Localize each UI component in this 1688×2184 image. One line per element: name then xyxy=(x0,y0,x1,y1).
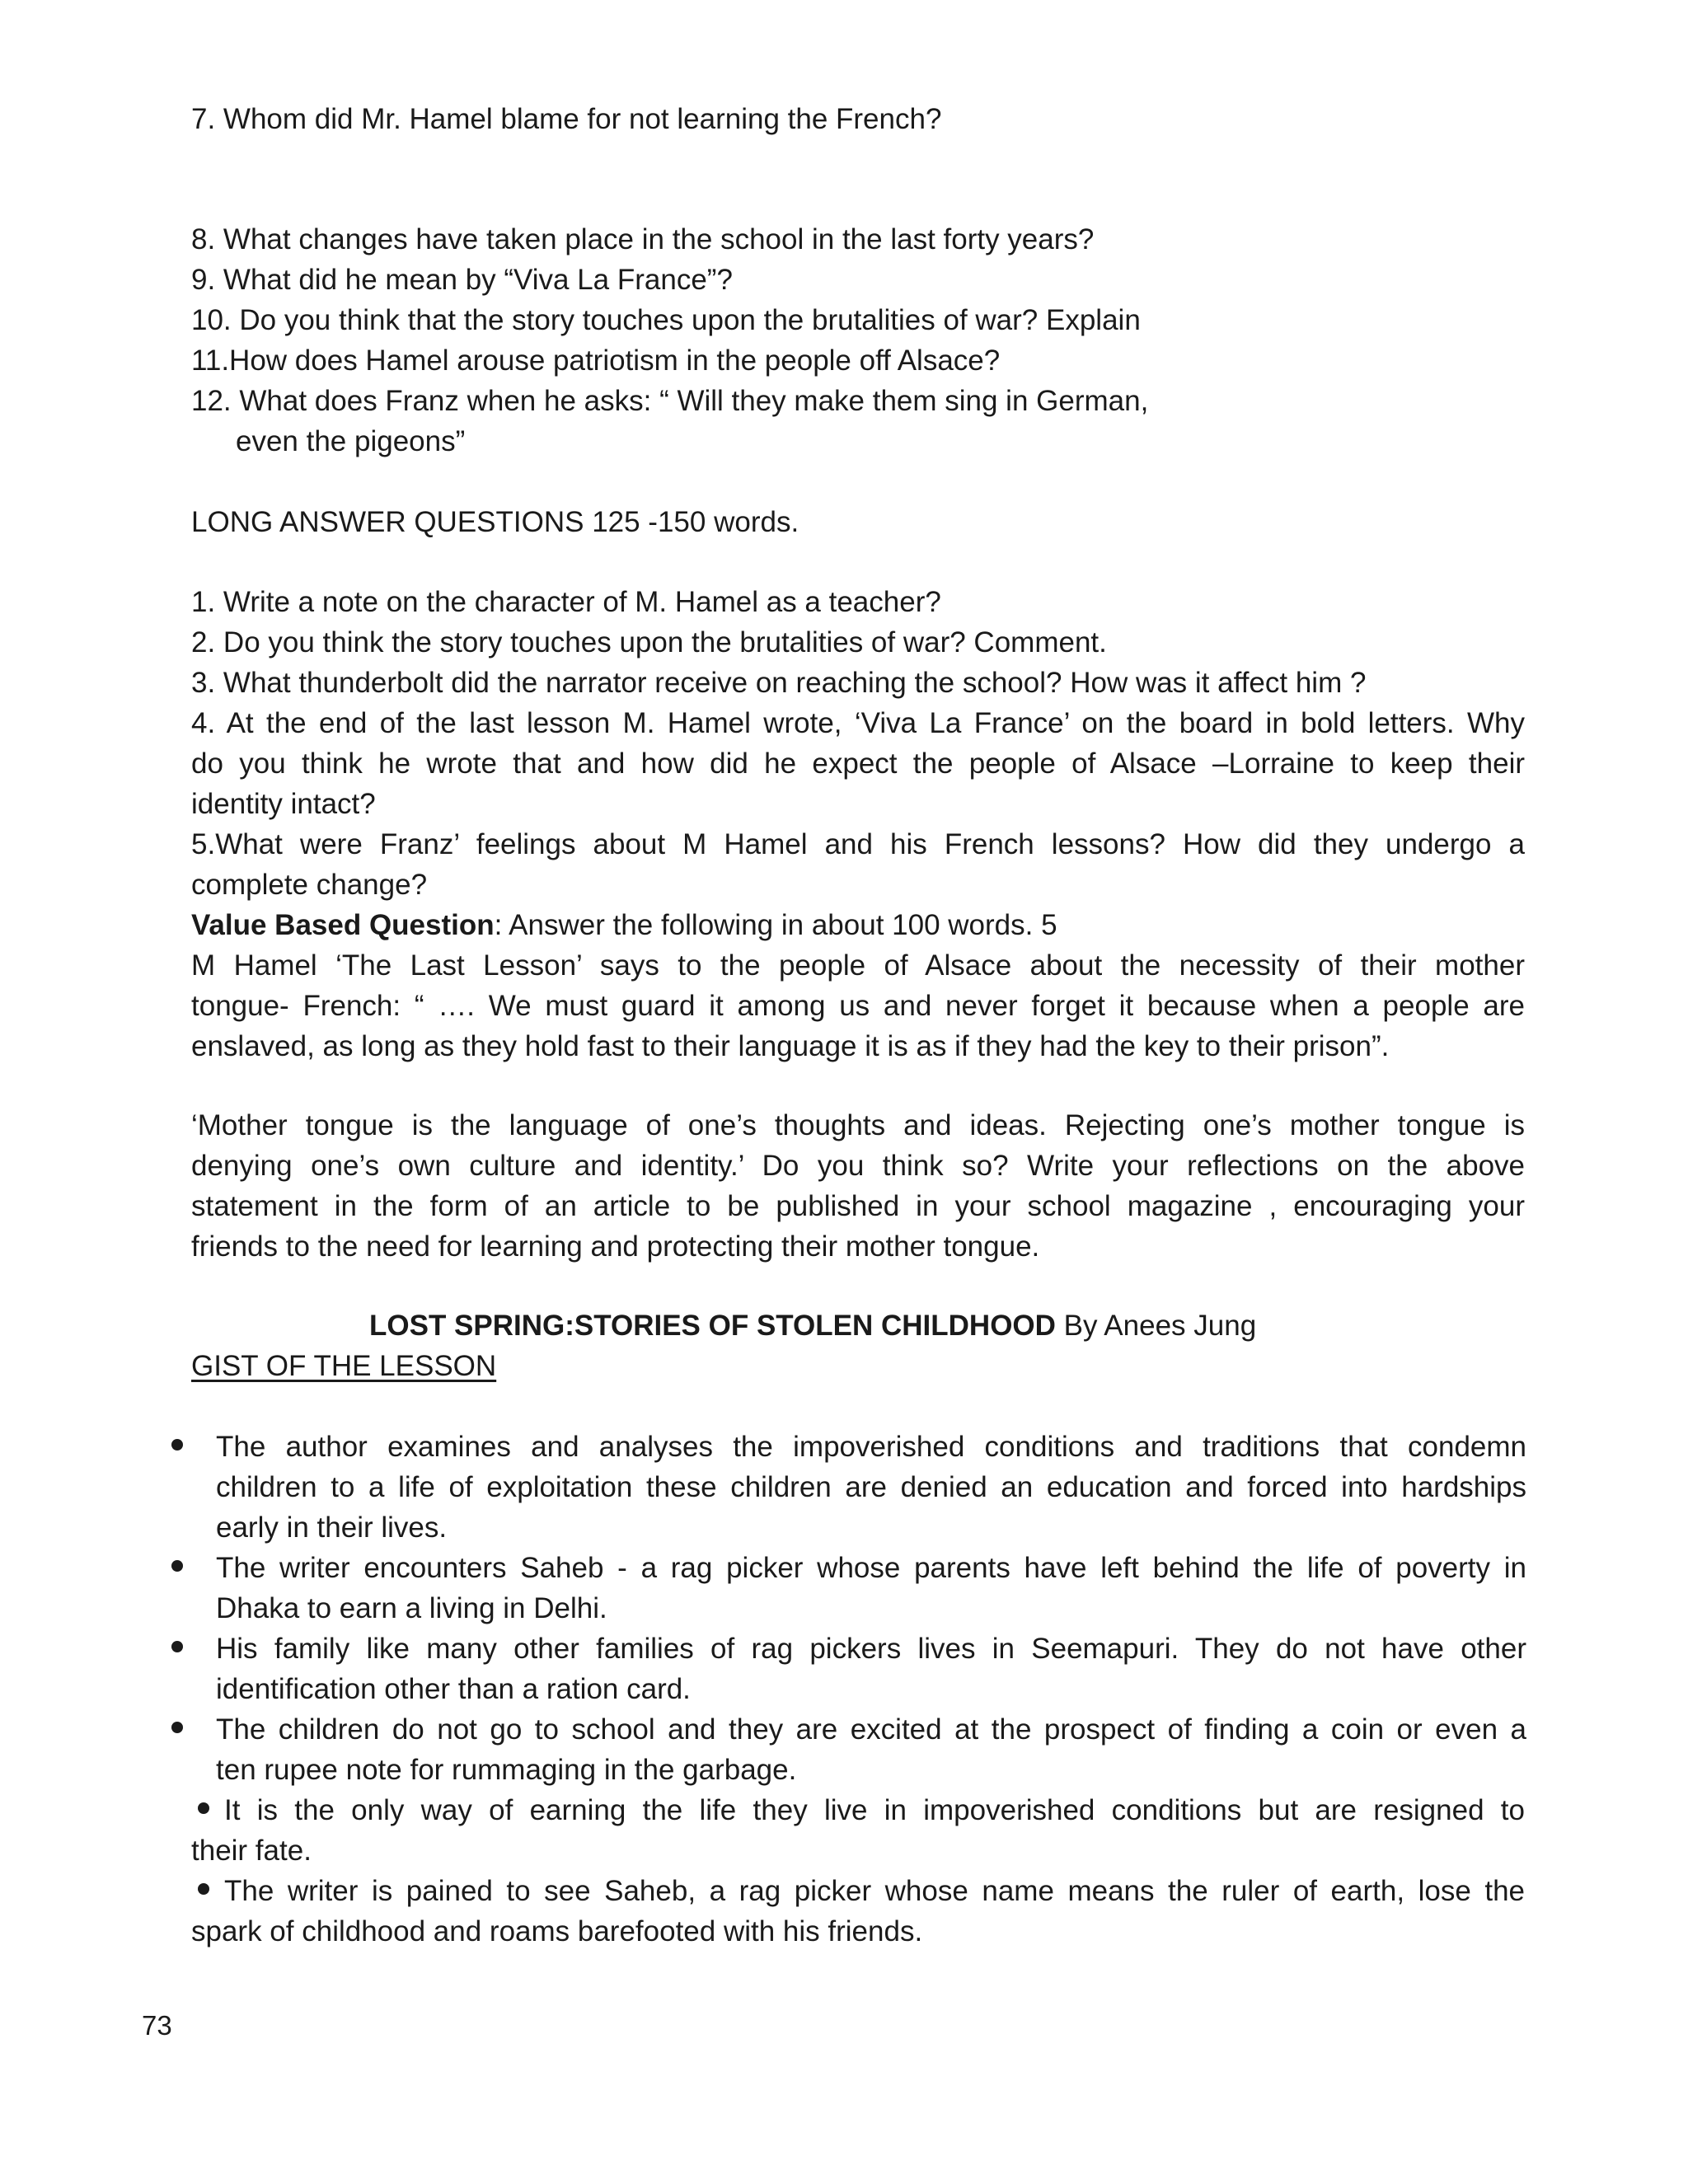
chapter-title-line xyxy=(369,1305,1688,1346)
value-para2-line-1: ‘Mother tongue is the language of one’s thoughts and ideas. Rejecting one’s mother tongue is xyxy=(191,1109,1525,1141)
list-item: The writer is pained to see Saheb, a rag picker whose name means the ruler of earth, lose the spark of childhood and roams barefooted with his friends. xyxy=(191,1875,1525,1947)
long-question-4-line-3: identity intact? xyxy=(191,788,376,820)
value-paragraph-2 xyxy=(191,1105,1525,1267)
long-question-1: 1. Write a note on the character of M. Hamel as a teacher? xyxy=(191,586,941,618)
value-para1-line-1: M Hamel ‘The Last Lesson’ says to the people of Alsace about the necessity of their mother xyxy=(191,949,1525,982)
question-7: 7. Whom did Mr. Hamel blame for not learning the French? xyxy=(191,103,942,135)
value-para1-line-3: enslaved, as long as they hold fast to their language it is as if they had the key to their prison”. xyxy=(191,1030,1390,1062)
long-question-4-line-2: do you think he wrote that and how did he expect the people of Alsace –Lorraine to keep their xyxy=(191,748,1525,780)
list-item: The writer encounters Saheb - a rag picker whose parents have left behind the life of poverty in Dhaka to earn a living in Delhi. xyxy=(165,1548,1526,1629)
value-para2-line-3: statement in the form of an article to be published in your school magazine , encouraging your xyxy=(191,1190,1525,1222)
question-11: 11.How does Hamel arouse patriotism in the people off Alsace? xyxy=(191,344,1001,377)
long-answer-heading: LONG ANSWER QUESTIONS 125 -150 words. xyxy=(191,506,799,538)
bullet-icon xyxy=(171,1641,183,1652)
question-9: 9. What did he mean by “Viva La France”? xyxy=(191,264,733,296)
value-based-line xyxy=(191,905,1525,945)
bullet-icon xyxy=(171,1560,183,1572)
gist-bullets-continued xyxy=(191,1790,1525,1952)
long-question-2: 2. Do you think the story touches upon the brutalities of war? Comment. xyxy=(191,626,1107,658)
gist-heading: GIST OF THE LESSON xyxy=(191,1350,497,1382)
question-12: 12. What does Franz when he asks: “ Will they make them sing in German, xyxy=(191,385,1149,417)
long-question-5-line-1: 5.What were Franz’ feelings about M Hamel and his French lessons? How did they undergo a xyxy=(191,828,1525,860)
value-para1-line-2: tongue- French: “ …. We must guard it among us and never forget it because when a people are xyxy=(191,990,1525,1022)
long-question-3: 3. What thunderbolt did the narrator receive on reaching the school? How was it affect him ? xyxy=(191,667,1367,699)
question-10: 10. Do you think that the story touches upon the brutalities of war? Explain xyxy=(191,304,1141,336)
bullet-icon xyxy=(198,1802,209,1814)
chapter-byline: By Anees Jung xyxy=(1055,1310,1257,1342)
bullet-icon xyxy=(198,1883,209,1895)
list-item: It is the only way of earning the life they live in impoverished conditions but are resigned to their fate. xyxy=(191,1794,1525,1867)
list-item: The author examines and analyses the impoverished conditions and traditions that condemn children to a life of exploitation these children are denied an education and forced into hardships early in their lives. xyxy=(165,1427,1526,1548)
long-questions xyxy=(191,582,1525,1066)
list-item: The children do not go to school and they are excited at the prospect of finding a coin or even a ten rupee note for rummaging in the garbage. xyxy=(165,1709,1526,1790)
long-question-4-line-1: 4. At the end of the last lesson M. Hamel wrote, ‘Viva La France’ on the board in bold letters. Why xyxy=(191,707,1525,739)
value-para2-line-2: denying one’s own culture and identity.’ Do you think so? Write your reflections on the above xyxy=(191,1150,1525,1182)
long-question-5-line-2: complete change? xyxy=(191,869,428,901)
bullet-icon xyxy=(171,1439,183,1451)
value-based-instruction: : Answer the following in about 100 words. 5 xyxy=(494,909,1057,941)
page-number: 73 xyxy=(142,2010,172,2041)
value-para2-line-4: friends to the need for learning and protecting their mother tongue. xyxy=(191,1230,1040,1263)
gist-bullets xyxy=(165,1427,1526,1790)
chapter-title: LOST SPRING:STORIES OF STOLEN CHILDHOOD xyxy=(369,1310,1056,1342)
value-based-label: Value Based Question xyxy=(191,909,495,941)
bullet-icon xyxy=(171,1722,183,1733)
question-12-continued: even the pigeons” xyxy=(236,425,466,457)
question-8: 8. What changes have taken place in the school in the last forty years? xyxy=(191,223,1095,255)
list-item: His family like many other families of rag pickers lives in Seemapuri. They do not have other identification other than a ration card. xyxy=(165,1629,1526,1709)
